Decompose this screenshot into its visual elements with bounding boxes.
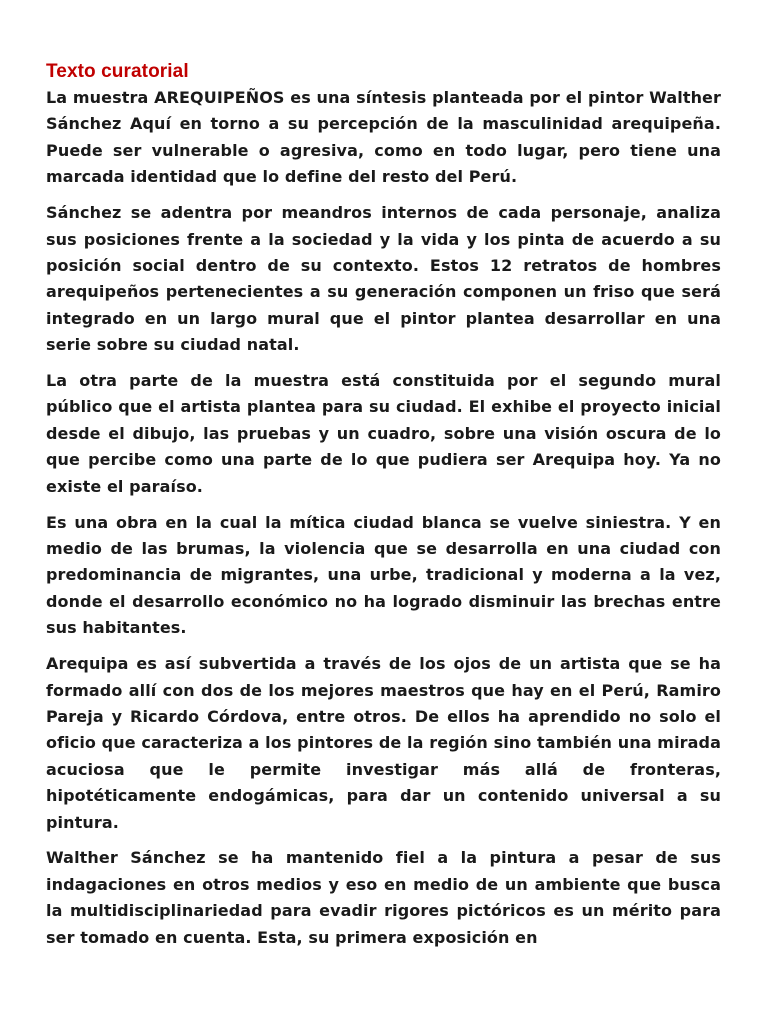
paragraph-5: Arequipa es así subvertida a través de los ojos de un artista que se ha formado allí con dos de los mejores maestros que hay en el Perú, Ramiro Pareja y Ricardo Córdova, entre otros. De ellos ha aprendido no solo el oficio que caracteriza a los pintores de la región sino también una mirada acuciosa que le permite investigar más allá de fronteras, hipotéticamente endogámicas, para dar un contenido universal a su pintura. xyxy=(46,654,721,832)
paragraph-6: Walther Sánchez se ha mantenido fiel a la pintura a pesar de sus indagaciones en otros medios y eso en medio de un ambiente que busca la multidisciplinariedad para evadir rigores pictóricos es un mérito para ser tomado en cuenta. Esta, su primera exposición en xyxy=(46,848,721,947)
paragraph-1: La muestra AREQUIPEÑOS es una síntesis planteada por el pintor Walther Sánchez Aquí en torno a su percepción de la masculinidad arequipeña. Puede ser vulnerable o agresiva, como en todo lugar, pero tiene una marcada identidad que lo define del resto del Perú. xyxy=(46,88,721,187)
document-title: Texto curatorial xyxy=(46,61,189,82)
paragraph-2: Sánchez se adentra por meandros internos de cada personaje, analiza sus posiciones frente a la sociedad y la vida y los pinta de acuerdo a su posición social dentro de su contexto. Estos 12 retratos de hombres arequipeños pertenecientes a su generación componen un friso que será integrado en un largo mural que el pintor plantea desarrollar en una serie sobre su ciudad natal. xyxy=(46,203,721,355)
paragraph-4: Es una obra en la cual la mítica ciudad blanca se vuelve siniestra. Y en medio de las brumas, la violencia que se desarrolla en una ciudad con predominancia de migrantes, una urbe, tradicional y moderna a la vez, donde el desarrollo económico no ha logrado disminuir las brechas entre sus habitantes. xyxy=(46,512,721,638)
document-page xyxy=(46,60,721,961)
paragraph-3: La otra parte de la muestra está constituida por el segundo mural público que el artista plantea para su ciudad. El exhibe el proyecto inicial desde el dibujo, las pruebas y un cuadro, sobre una visión oscura de lo que percibe como una parte de lo que pudiera ser Arequipa hoy. Ya no existe el paraíso. xyxy=(46,371,721,496)
